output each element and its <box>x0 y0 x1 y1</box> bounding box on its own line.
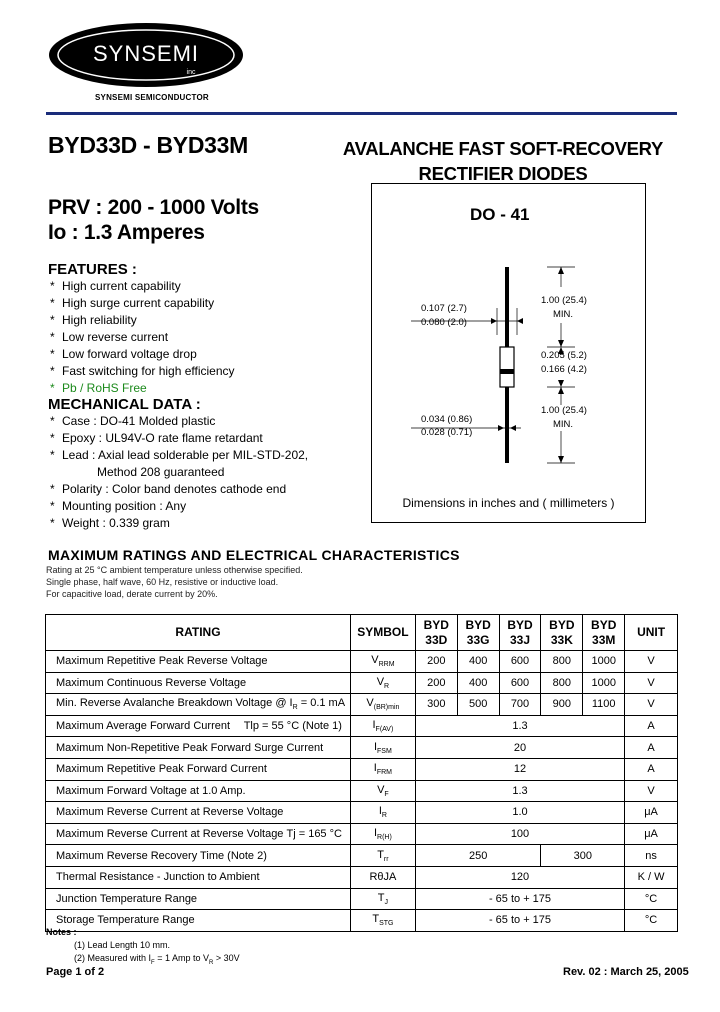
rating-symbol: $V_{RRM}$ <box>350 651 415 673</box>
rating-value: 600 <box>499 651 541 673</box>
rating-value: 800 <box>541 672 583 694</box>
table-row <box>46 672 678 694</box>
table-row <box>46 802 678 824</box>
rating-symbol: $I_{FRM}$ <box>350 758 415 780</box>
logo-text: SYNSEMI <box>92 41 200 66</box>
rating-name: Maximum Average Forward Current Tlp = 55 °C (Note 1) <box>46 715 351 737</box>
dimensions-caption: Dimensions in inches and ( millimeters ) <box>402 496 615 510</box>
ratings-heading: MAXIMUM RATINGS AND ELECTRICAL CHARACTERISTICS <box>48 547 460 563</box>
rating-symbol: $I_R$ <box>350 802 415 824</box>
rating-name: Storage Temperature Range <box>46 910 351 932</box>
table-row <box>46 780 678 802</box>
rating-unit: K / W <box>625 866 678 888</box>
table-row <box>46 758 678 780</box>
rating-value: 400 <box>457 651 499 673</box>
notes <box>46 926 240 970</box>
dim-lead-len-bot: 1.00 (25.4) <box>541 405 587 416</box>
rating-value: 1100 <box>583 694 625 716</box>
key-specs <box>48 195 259 245</box>
rating-unit: A <box>625 737 678 759</box>
rating-symbol: $I_{R(H)}$ <box>350 823 415 845</box>
title-line-2: RECTIFIER DIODES <box>418 163 588 184</box>
rating-name: Maximum Reverse Current at Reverse Voltage <box>46 802 351 824</box>
dim-body-len-min: 0.166 (4.2) <box>541 364 587 375</box>
rating-unit: A <box>625 715 678 737</box>
dim-lead-len-bot-min: MIN. <box>553 419 574 430</box>
rating-value: 300 <box>541 845 625 867</box>
diode-body <box>500 347 514 387</box>
rating-name: Maximum Repetitive Peak Forward Current <box>46 758 351 780</box>
list-item: * Epoxy : UL94V-O rate flame retardant <box>50 431 263 445</box>
rating-unit: V <box>625 780 678 802</box>
package-name: DO - 41 <box>470 205 530 224</box>
rating-name: Junction Temperature Range <box>46 888 351 910</box>
table-row <box>46 715 678 737</box>
ratings-note: For capacitive load, derate current by 20%. <box>46 589 218 599</box>
dim-lead-dia-max: 0.107 (2.7) <box>421 303 467 314</box>
company-name: SYNSEMI SEMICONDUCTOR <box>95 93 209 102</box>
mechanical-heading: MECHANICAL DATA : <box>48 396 201 413</box>
table-row <box>46 737 678 759</box>
rating-value: 20 <box>415 737 624 759</box>
rating-value: 1000 <box>583 672 625 694</box>
company-logo <box>48 22 244 88</box>
rating-value: 800 <box>541 651 583 673</box>
rating-name: Thermal Resistance - Junction to Ambient <box>46 866 351 888</box>
rating-value: 1.0 <box>415 802 624 824</box>
rating-name: Maximum Continuous Reverse Voltage <box>46 672 351 694</box>
list-item-rohs: * Pb / RoHS Free <box>50 381 147 395</box>
rating-value: 400 <box>457 672 499 694</box>
list-item: * High current capability <box>50 279 181 293</box>
rating-name: Maximum Reverse Recovery Time (Note 2) <box>46 845 351 867</box>
table-row <box>46 823 678 845</box>
table-header-row <box>46 615 678 651</box>
col-part: BYD 33K <box>541 615 583 651</box>
list-item: * Mounting position : Any <box>50 499 187 513</box>
col-symbol: SYMBOL <box>350 615 415 651</box>
prv-spec: PRV : 200 - 1000 Volts <box>48 196 259 219</box>
rating-symbol: $I_{FSM}$ <box>350 737 415 759</box>
page-number: Page 1 of 2 <box>46 966 105 978</box>
rating-unit: μA <box>625 802 678 824</box>
rating-symbol: $V_{(BR)min}$ <box>350 694 415 716</box>
rating-value: 300 <box>415 694 457 716</box>
rating-name: Min. Reverse Avalanche Breakdown Voltage @ $I_R = 0.1$ mA <box>46 694 351 716</box>
col-unit: UNIT <box>625 615 678 651</box>
ratings-table <box>45 614 678 932</box>
mechanical-list <box>48 413 308 532</box>
dim-lead-len-top: 1.00 (25.4) <box>541 295 587 306</box>
rating-symbol: $I_{F(AV)}$ <box>350 715 415 737</box>
header-rule <box>46 112 677 115</box>
product-title <box>318 136 688 186</box>
rating-value: 100 <box>415 823 624 845</box>
list-item: * High reliability <box>50 313 137 327</box>
rating-value: 200 <box>415 672 457 694</box>
rating-name: Maximum Non-Repetitive Peak Forward Surge Current <box>46 737 351 759</box>
lead-top <box>505 267 509 347</box>
col-rating: RATING <box>46 615 351 651</box>
col-part: BYD 33M <box>583 615 625 651</box>
ratings-note: Rating at 25 °C ambient temperature unless otherwise specified. <box>46 565 303 575</box>
dim-body-len-max: 0.205 (5.2) <box>541 350 587 361</box>
table-row <box>46 866 678 888</box>
features-heading: FEATURES : <box>48 261 137 278</box>
rating-name: Maximum Reverse Current at Reverse Voltage Tj = 165 °C <box>46 823 351 845</box>
rating-unit: V <box>625 672 678 694</box>
note-1: (1) Lead Length 10 mm. <box>74 940 171 950</box>
list-item-cont: Method 208 guaranteed <box>97 465 225 479</box>
dim-lead-dia-min: 0.080 (2.0) <box>421 317 467 328</box>
dim-wire-dia-min: 0.028 (0.71) <box>421 427 473 438</box>
table-row <box>46 888 678 910</box>
rating-value: 500 <box>457 694 499 716</box>
rating-value: 250 <box>415 845 541 867</box>
rating-value: 700 <box>499 694 541 716</box>
list-item: * High surge current capability <box>50 296 215 310</box>
table-row <box>46 651 678 673</box>
rating-value: 120 <box>415 866 624 888</box>
rating-unit: ns <box>625 845 678 867</box>
package-outline <box>371 183 646 493</box>
part-numbers: BYD33D - BYD33M <box>48 132 248 158</box>
rating-value: 12 <box>415 758 624 780</box>
rating-value: - 65 to + 175 <box>415 910 624 932</box>
io-spec: Io : 1.3 Amperes <box>48 221 205 244</box>
dim-wire-dia-max: 0.034 (0.86) <box>421 414 473 425</box>
rating-symbol: $T_J$ <box>350 888 415 910</box>
rating-value: 900 <box>541 694 583 716</box>
list-item: * Fast switching for high efficiency <box>50 364 235 378</box>
note-2: (2) Measured with $I_F = 1$ Amp to $V_R > 30V$ <box>74 953 240 966</box>
rating-unit: μA <box>625 823 678 845</box>
rating-value: 600 <box>499 672 541 694</box>
rating-value: 200 <box>415 651 457 673</box>
title-line-1: AVALANCHE FAST SOFT-RECOVERY <box>342 138 664 159</box>
col-part: BYD 33J <box>499 615 541 651</box>
rating-unit: V <box>625 651 678 673</box>
features-list <box>48 278 235 397</box>
table-row <box>46 845 678 867</box>
rating-value: 1.3 <box>415 780 624 802</box>
col-part: BYD 33G <box>457 615 499 651</box>
list-item: * Low forward voltage drop <box>50 347 197 361</box>
list-item: * Low reverse current <box>50 330 169 344</box>
rating-symbol: $V_R$ <box>350 672 415 694</box>
list-item: * Case : DO-41 Molded plastic <box>50 414 216 428</box>
logo-sub: inc <box>186 69 196 76</box>
ratings-note: Single phase, half wave, 60 Hz, resistive or inductive load. <box>46 577 279 587</box>
rating-symbol: RθJA <box>350 866 415 888</box>
rating-value: - 65 to + 175 <box>415 888 624 910</box>
rating-unit: °C <box>625 888 678 910</box>
list-item: * Lead : Axial lead solderable per MIL-STD-202, <box>50 448 309 462</box>
list-item: * Weight : 0.339 gram <box>50 516 170 530</box>
rating-unit: °C <box>625 910 678 932</box>
table-row <box>46 694 678 716</box>
rating-name: Maximum Forward Voltage at 1.0 Amp. <box>46 780 351 802</box>
list-item: * Polarity : Color band denotes cathode end <box>50 482 287 496</box>
rating-symbol: $T_{rr}$ <box>350 845 415 867</box>
revision: Rev. 02 : March 25, 2005 <box>563 966 689 978</box>
logo-graphic <box>48 22 244 88</box>
rating-name: Maximum Repetitive Peak Reverse Voltage <box>46 651 351 673</box>
rating-unit: A <box>625 758 678 780</box>
rating-value: 1000 <box>583 651 625 673</box>
rating-symbol: $T_{STG}$ <box>350 910 415 932</box>
rating-value: 1.3 <box>415 715 624 737</box>
cathode-band <box>500 369 514 374</box>
lead-bottom <box>505 387 509 463</box>
notes-heading: Notes : <box>46 927 77 937</box>
rating-unit: V <box>625 694 678 716</box>
rating-symbol: $V_F$ <box>350 780 415 802</box>
col-part: BYD 33D <box>415 615 457 651</box>
dim-lead-len-top-min: MIN. <box>553 309 574 320</box>
